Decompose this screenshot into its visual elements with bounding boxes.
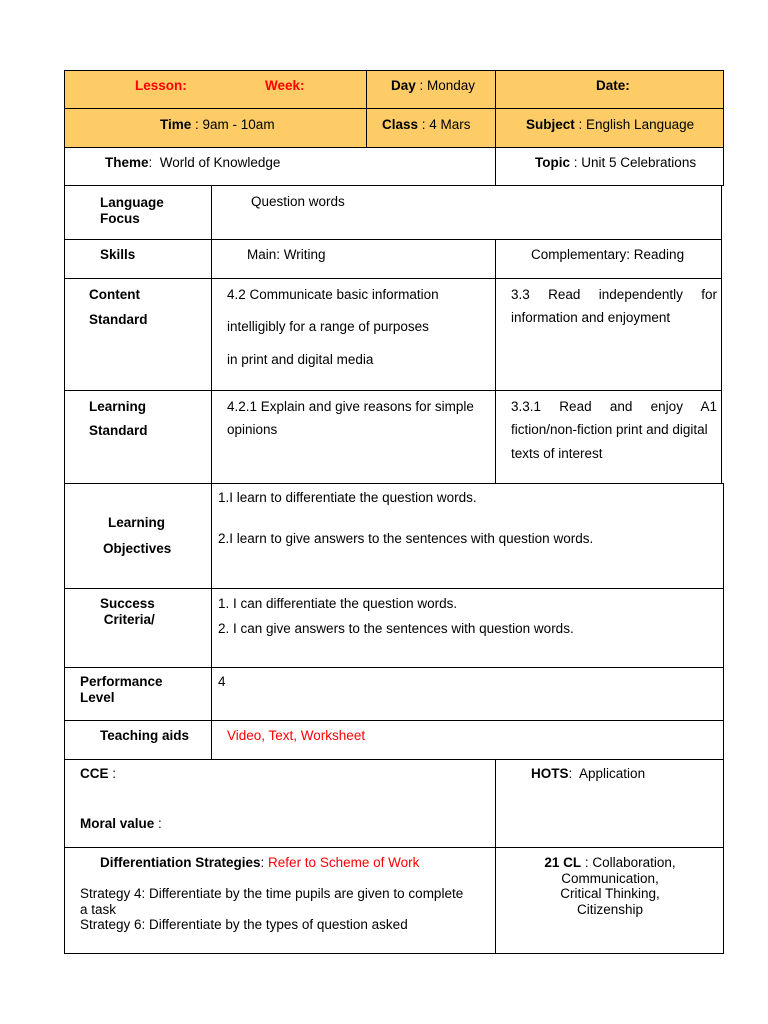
content-standard-complementary: 3.3 Read independently for information and enjoyment bbox=[495, 279, 721, 390]
learning-standard-complementary: 3.3.1 Read and enjoy A1 fiction/non-fiction print and digital texts of interest bbox=[495, 391, 721, 483]
performance-level-row bbox=[64, 667, 724, 721]
language-focus-value: Question words bbox=[251, 194, 345, 209]
learning-standard-label: Learning bbox=[89, 399, 147, 414]
skills-complementary: Complementary: Reading bbox=[531, 247, 685, 262]
language-focus-row bbox=[64, 185, 722, 240]
time-field: Time : 9am - 10am bbox=[160, 117, 275, 132]
skills-main: Main: Writing bbox=[247, 247, 326, 262]
lesson-plan-table bbox=[64, 70, 724, 954]
content-standard-label: Content bbox=[89, 287, 140, 302]
performance-level-label: Performance Level bbox=[80, 674, 163, 705]
success-criteria-label: Success Criteria/ bbox=[100, 596, 155, 627]
strategy-6: Strategy 6: Differentiate by the types of question asked bbox=[80, 917, 408, 932]
moral-value-label: Moral value : bbox=[80, 816, 162, 831]
objective-item-2: 2.I learn to give answers to the sentences with question words. bbox=[218, 531, 594, 546]
theme-field: Theme: World of Knowledge bbox=[105, 155, 281, 170]
lesson-label: Lesson: bbox=[135, 78, 187, 93]
content-standard-main: 4.2 Communicate basic information intelligibly for a range of purposes in print and digital media bbox=[211, 279, 495, 390]
success-item-2: 2. I can give answers to the sentences with question words. bbox=[218, 621, 574, 636]
week-label: Week: bbox=[265, 78, 305, 93]
content-standard-row: Content Standard 4.2 Communicate basic information intelligibly for a range of purposes in print and digital media 3.3 Read independently for information and enjoyment bbox=[64, 278, 722, 391]
success-criteria-row bbox=[64, 588, 724, 668]
cce-hots-row bbox=[64, 759, 724, 848]
differentiation-row bbox=[64, 847, 724, 954]
objective-item-1: 1.I learn to differentiate the question words. bbox=[218, 490, 477, 505]
class-cell: Class : 4 Mars bbox=[366, 109, 495, 147]
subject-cell: Subject : English Language bbox=[495, 109, 723, 147]
skills-label: Skills bbox=[100, 247, 136, 262]
header-row-2 bbox=[64, 108, 724, 148]
teaching-aids-value: Video, Text, Worksheet bbox=[227, 728, 366, 743]
success-item-1: 1. I can differentiate the question words. bbox=[218, 596, 458, 611]
learning-standard-row: Learning Standard 4.2.1 Explain and give reasons for simple opinions 3.3.1 Read and enjoy A1 fiction/non-fiction print and digital texts of interest bbox=[64, 390, 722, 484]
learning-objectives-label: Learning bbox=[108, 515, 166, 530]
learning-standard-main: 4.2.1 Explain and give reasons for simple opinions bbox=[211, 391, 495, 483]
differentiation-heading: Differentiation Strategies: Refer to Scheme of Work bbox=[100, 855, 420, 870]
cl21-cell: 21 CL : Collaboration, Communication, Critical Thinking, Citizenship bbox=[495, 848, 723, 953]
skills-row bbox=[64, 239, 722, 279]
strategy-4: Strategy 4: Differentiate by the time pupils are given to complete a task bbox=[80, 886, 464, 917]
learning-objectives-row: Learning Objectives 1.I learn to differentiate the question words. 2.I learn to give answers to the sentences with question words. bbox=[64, 483, 724, 589]
hots-cell: HOTS: Application bbox=[495, 760, 723, 847]
teaching-aids-label: Teaching aids bbox=[100, 728, 190, 743]
date-cell: Date: bbox=[495, 71, 723, 108]
performance-level-value: 4 bbox=[218, 674, 226, 689]
day-cell: Day : Monday bbox=[366, 71, 495, 108]
teaching-aids-row bbox=[64, 720, 724, 760]
topic-cell: Topic : Unit 5 Celebrations bbox=[495, 148, 723, 185]
cce-label: CCE : bbox=[80, 766, 117, 781]
language-focus-label: Language Focus bbox=[100, 195, 164, 226]
header-row-1 bbox=[64, 70, 724, 109]
theme-topic-row bbox=[64, 147, 724, 186]
